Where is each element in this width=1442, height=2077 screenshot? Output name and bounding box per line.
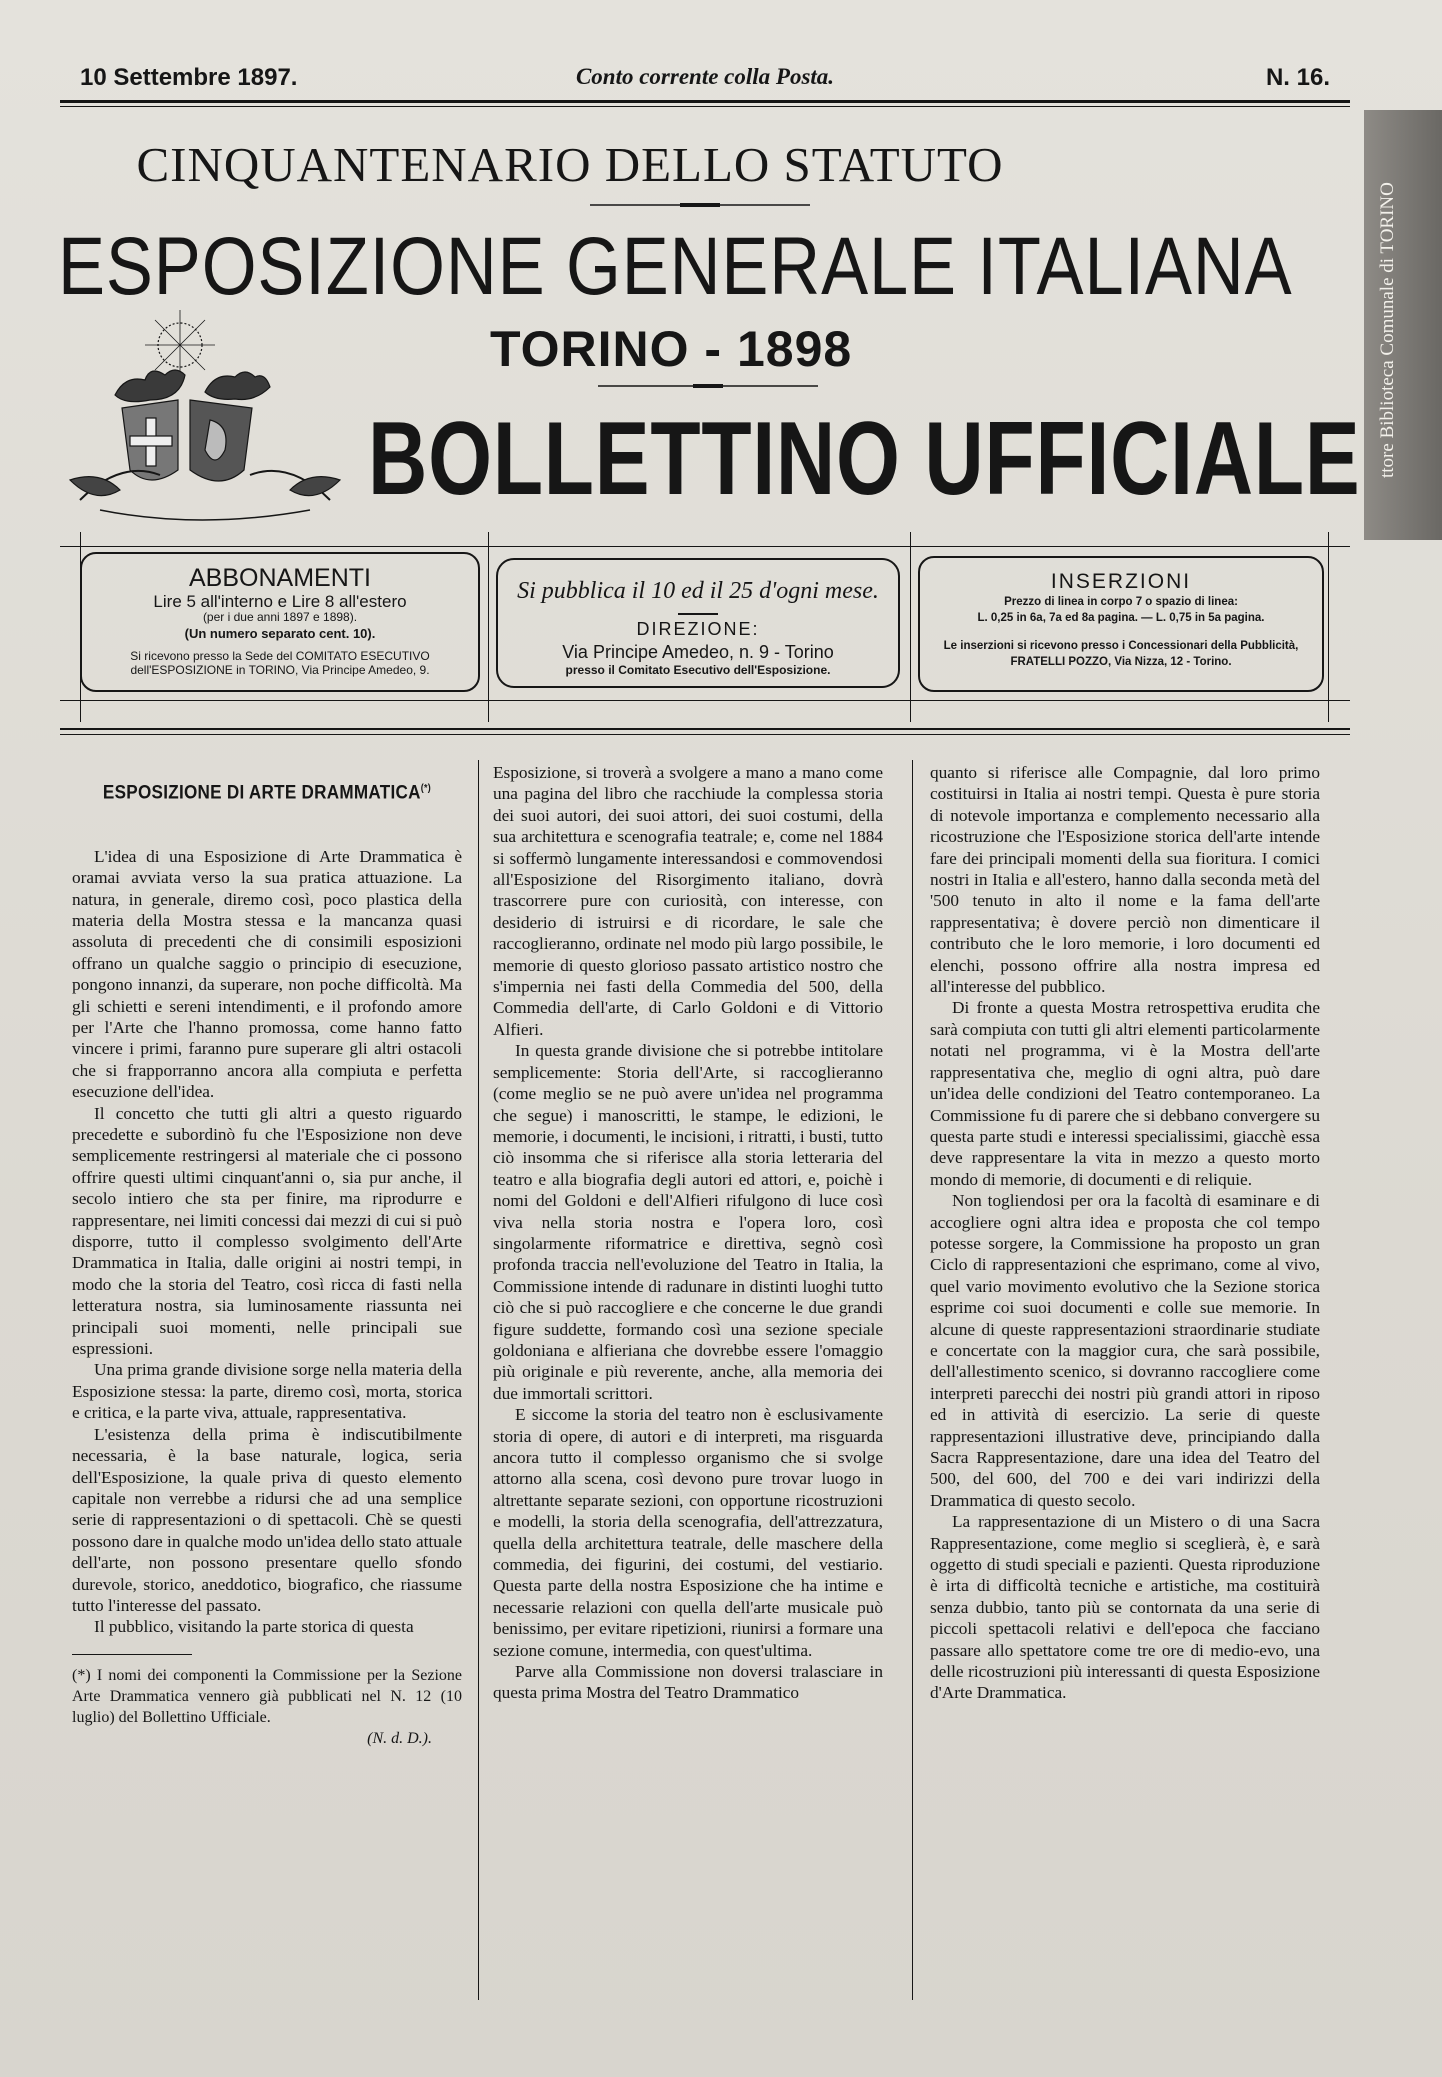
article-title — [92, 778, 443, 804]
ornament-divider — [598, 384, 818, 388]
paragraph: Di fronte a questa Mostra retrospettiva erudita che sarà compiuta con tutti gli altri elementi particolarmente notati nel programma, vi è la Mostra dell'arte rappresentativa che, meglio di ogni altra, può dare un'idea delle condizioni del Teatro contemporaneo. La Commissione fu di parere che si debbano convergere su questa parte studi e interessi specialissimi, giacchè essa deve rappresentare la vita in mezzo a questo morto mondo di memorie, di documenti e di reliquie. — [930, 998, 1320, 1189]
issue-date: 10 Settembre 1897. — [80, 64, 298, 91]
header-rule — [60, 100, 1350, 103]
column-divider — [478, 760, 479, 2000]
footnote-rule — [72, 1654, 192, 1655]
coat-of-arms-emblem — [60, 300, 350, 530]
ornament-divider — [590, 203, 810, 207]
masthead-bulletin: BOLLETTINO UFFICIALE — [368, 401, 1361, 517]
paragraph: In questa grande divisione che si potrebbe intitolare semplicemente: Storia dell'Arte, si raccoglieranno (come meglio se ne può avere un'idea nel programma che segue) i manoscritti, le stampe, le edizioni, le memorie, i documenti, le incisioni, i ritratti, i busti, tutto ciò insomma che si riferisce alla storia letteraria del teatro e alla biografia degli autori ed attori, e, poichè i nomi del Goldoni e dell'Alfieri rifulgono di luce così viva nella storia nostra e l'opera loro, così singolarmente riformatrice e direttiva, segnò così profonda traccia nell'evoluzione del Teatro in Italia, la Commissione intende di radunare in distinti luoghi tutto ciò che si può raccogliere e che concerne le due grandi figure suddette, formando così una sezione speciale goldoniana e alfieriana che dovrebbe essere l'omaggio più originale e più reverente, anche, alla memoria dei due immortali scrittori. — [493, 1041, 883, 1403]
article-column-3 — [930, 762, 1320, 1704]
paragraph: Parve alla Commissione non doversi tralasciare in questa prima Mostra del Teatro Drammatico — [493, 1662, 883, 1703]
advertising-box — [918, 556, 1324, 692]
direction-address: Via Principe Amedeo, n. 9 - Torino — [562, 642, 834, 662]
subscriptions-period: (per i due anni 1897 e 1898). — [202, 610, 358, 624]
box-rule-mid1 — [488, 532, 489, 722]
paragraph: L'esistenza della prima è indiscutibilmente necessaria, è la base naturale, logica, seria dell'Esposizione, la quale priva di questo elemento capitale non verrebbe a ridursi che ad una semplice serie di rappresentazioni o di spettacoli. Chè se questi possono dare in qualche modo un'idea dello stato attuale dell'arte, non possono presentare quello sfondo durevole, storico, aneddotico, biografico, che riassume tutto l'interesse del passato. — [72, 1424, 462, 1615]
direction-box — [496, 558, 900, 688]
box-rule-bottom — [60, 700, 1350, 701]
postal-note: Conto corrente colla Posta. — [575, 64, 835, 89]
advertising-price-head: Prezzo di linea in corpo 7 o spazio di linea: — [1004, 596, 1238, 608]
box-rule-top — [60, 546, 1350, 547]
subscriptions-box — [80, 552, 480, 692]
article-column-2 — [493, 762, 883, 1704]
paragraph: La rappresentazione di un Mistero o di una Sacra Rappresentazione, come meglio si sceglierà, è, e sarà oggetto di studi speciali e pazienti. Questa riproduzione è irta di difficoltà tecniche e artistiche, ma costituirà senza dubbio, tanto più se contornata da una serie di piccoli spettacoli relativi e dell'epoca che facciano passare allo spettatore come tre ore di medio-evo, una delle ricostruzioni più interessanti di questa Esposizione d'Arte Drammatica. — [930, 1512, 1320, 1703]
box-dash — [678, 613, 718, 615]
masthead-subtitle: CINQUANTENARIO DELLO STATUTO — [136, 137, 1004, 192]
box-rule-right — [1328, 532, 1329, 722]
masthead-location: TORINO - 1898 — [490, 321, 853, 377]
paragraph: Una prima grande divisione sorge nella materia della Esposizione stessa: la parte, diremo così, morta, storica e critica, e la parte viva, attuale, rappresentativa. — [72, 1360, 462, 1423]
advertising-note: Le inserzioni si ricevono presso i Concessionari della Pubblicità, FRATELLI POZZO, Via Nizza, 12 - Torino. — [943, 640, 1299, 668]
paragraph: L'idea di una Esposizione di Arte Drammatica è oramai avviata verso la sua pratica attuazione. La natura, in generale, diremo così, poco plastica della materia della Mostra stessa e la mancanza quasi assoluta di precedenti che di consimili esposizioni offrano un qualche saggio o principio di esecuzione, pongono innanzi, da superare, non poche difficoltà. Ma gli schietti e sereni intendimenti, e il profondo amore per l'Arte che l'hanno promossa, come hanno fatto vincere i primi, faranno pure superare gli altri ostacoli che si frapporranno ancora alla compiuta e perfetta esecuzione dell'idea. — [72, 846, 462, 1102]
publication-frequency: Si pubblica il 10 ed il 25 d'ogni mese. — [517, 578, 879, 604]
subscriptions-title: ABBONAMENTI — [189, 564, 371, 592]
article-column-1 — [72, 762, 462, 1749]
advertising-prices: L. 0,25 in 6a, 7a ed 8a pagina. — L. 0,75 in 5a pagina. — [977, 612, 1265, 624]
issue-number: N. 16. — [1265, 64, 1330, 91]
footnote-signature: (N. d. D.). — [367, 1729, 432, 1747]
header-rule-thin — [60, 106, 1350, 107]
masthead-title: ESPOSIZIONE GENERALE ITALIANA — [58, 221, 1293, 312]
article-title-mark: (*) — [420, 783, 432, 794]
paragraph: E siccome la storia del teatro non è esclusivamente storia di opere, di autori e di interpreti, ma risguarda ancora tutto il complesso organismo che si svolge attorno alla scena, così devono pure trovar luogo in altrettante separate sezioni, con opportune ricostruzioni e modelli, la storia della scenografia, dell'attrezzatura, quella della architettura teatrale, delle maschere della commedia, dei figurini, dei costumi, del vestiario. Questa parte della nostra Esposizione che ha intime e necessarie relazioni con quella dell'arte musicale può benissimo, per evitare ripetizioni, riunirsi a formare una sezione comune, intermedia, con quest'ultima. — [493, 1405, 883, 1660]
paragraph: quanto si riferisce alle Compagnie, dal loro primo costituirsi in Italia ai nostri tempi. Questa è pure storia di notevole importanza e complemento necessario alla ricostruzione che l'Esposizione storica dell'arte intende fare dei principali momenti della sua fioritura. I comici nostri in Italia e all'estero, hanno dalla seconda metà del '500 tenuto in alto il nome e la fama dell'arte rappresentativa; è dovere perciò non dimenticare il contributo che le loro memorie, i loro documenti ed elenchi, possono offrire alla nostra impresa ed all'interesse del pubblico. — [930, 763, 1320, 997]
header-row — [80, 64, 1330, 104]
direction-note: presso il Comitato Esecutivo dell'Esposizione. — [565, 663, 831, 677]
single-issue-price: (Un numero separato cent. 10). — [184, 626, 376, 641]
section-rule — [60, 728, 1350, 730]
subscriptions-note: Si ricevono presso la Sede del COMITATO ESECUTIVO dell'ESPOSIZIONE in TORINO, Via Principe Amedeo, 9. — [130, 649, 430, 677]
paragraph: Non togliendosi per ora la facoltà di esaminare e di accogliere ogni altra idea e proposta che col tempo potesse sorgere, la Commissione ha proposto un gran Ciclo di rappresentazioni che esprimano, come al vivo, quel vario movimento evolutivo che la Sezione storica esprime coi suoi documenti e colle sue memorie. In alcune di queste rappresentazioni straordinarie studiate e concertate con la maggior cura, che sarà possibile, dell'allestimento scenico, si dovranno raccogliere come interpreti parecchi dei nostri più grandi attori in riposo ed in attività di esercizio. La serie di queste rappresentazioni illustrative deve, principiando dalla Sacra Rappresentazione, dare una idea del Teatro del 500, del 600, del 700 e dei vari indirizzi della Drammatica di questo secolo. — [930, 1191, 1320, 1510]
paragraph: Esposizione, si troverà a svolgere a mano a mano come una pagina del libro che racchiude la complessa storia dei suoi autori, dei suoi attori, dei suoi costumi, della sua architettura e scenografia teatrale; e, come nel 1884 si soffermò lungamente interessandosi e commovendosi all'Esposizione del Risorgimento italiano, dovrà trascorrere pure con curiosità, con interesse, con desiderio di istruirsi e di ricordare, le sale che raccoglieranno, ordinate nel modo più largo possibile, le memorie di questo glorioso passato artistico nostro che s'impernia nei fasti della Commedia del 500, della Commedia dell'arte, di Carlo Goldoni e di Vittorio Alfieri. — [493, 763, 883, 1039]
section-rule-thin — [60, 734, 1350, 735]
box-rule-mid2 — [910, 532, 911, 722]
footnote: (*) I nomi dei componenti la Commissione per la Sezione Arte Drammatica vennero già pubblicati nel N. 12 (10 luglio) del Bollettino Ufficiale. — [72, 1666, 462, 1726]
direction-title: DIREZIONE: — [636, 619, 760, 639]
subscriptions-price: Lire 5 all'interno e Lire 8 all'estero — [153, 592, 407, 611]
paragraph: Il concetto che tutti gli altri a questo riguardo precedette e subordinò fu che l'Esposizione non deve semplicemente restringersi al materiale che ci possono offrire questi ultimi cinquant'anni o, sia pur anche, il secolo intiero che sta per finire, ma riprodurre e rappresentare, nei limiti concessi dai mezzi di cui si può disporre, tutto il complesso svolgimento dell'Arte Drammatica in Italia, dalle origini ai nostri tempi, in modo che la storia del Teatro, così ricca di fasti nella letteratura nostra, sia luminosamente riassunta nei principali suoi momenti, nelle principali sue espressioni. — [72, 1103, 462, 1359]
library-stamp-text: ttore Biblioteca Comunale di TORINO — [1377, 182, 1398, 478]
advertising-title: INSERZIONI — [1050, 570, 1192, 593]
article-title-text: ESPOSIZIONE DI ARTE DRAMMATICA — [102, 782, 421, 804]
paragraph: Il pubblico, visitando la parte storica di questa — [94, 1617, 414, 1637]
column-divider — [912, 760, 913, 2000]
